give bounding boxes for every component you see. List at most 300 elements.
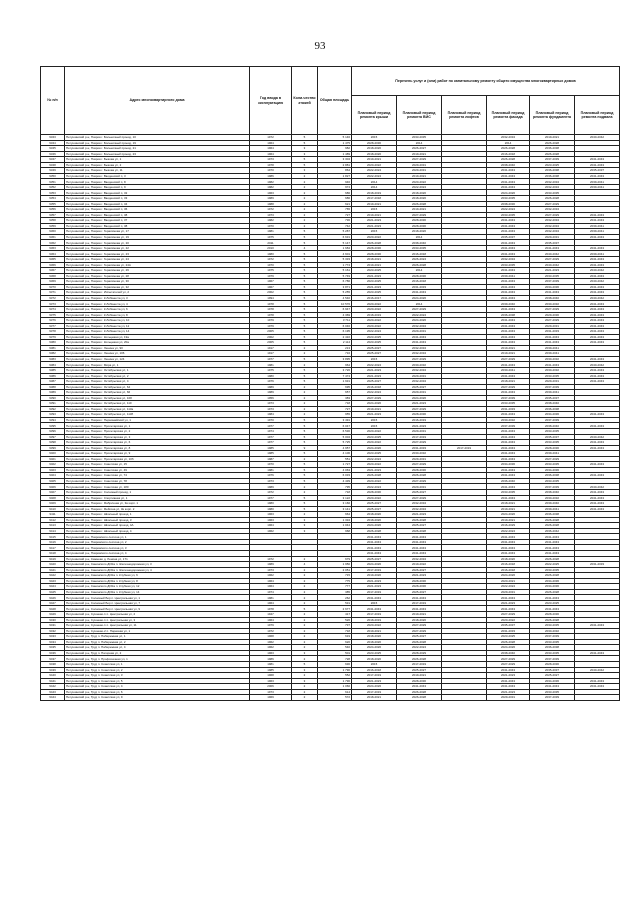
cell-address: Петушинский р-н, Покров г. Герасимова ул, 28 bbox=[65, 273, 250, 279]
cell-year: 1963 bbox=[250, 678, 292, 684]
cell-vis: 2024-2026 bbox=[397, 295, 442, 301]
cell-area: 737 bbox=[318, 623, 352, 629]
cell-roof: 2016-2018 bbox=[352, 667, 397, 673]
cell-basement: 2041-2043 bbox=[575, 212, 620, 218]
cell-roof: 2022-2024 bbox=[352, 329, 397, 335]
cell-num: 9345 bbox=[41, 146, 65, 152]
cell-floors: 2 bbox=[292, 645, 318, 651]
cell-floors: 5 bbox=[292, 356, 318, 362]
cell-address: Петушинский р-н, Покров г. Испытателей ул, 2 bbox=[65, 290, 250, 296]
cell-num: 9407 bbox=[41, 490, 65, 496]
cell-foundation: 2027-2029 bbox=[530, 456, 575, 462]
cell-foundation: 2036-2038 bbox=[530, 512, 575, 518]
cell-basement: 2041-2043 bbox=[575, 273, 620, 279]
cell-num: 9415 bbox=[41, 534, 65, 540]
cell-foundation: 2032-2034 bbox=[530, 229, 575, 235]
cell-area: 6 195 bbox=[318, 329, 352, 335]
cell-vis: 2021-2023 bbox=[397, 512, 442, 518]
cell-num: 9355 bbox=[41, 201, 65, 207]
cell-foundation: 2026-2028 bbox=[530, 517, 575, 523]
cell-area: 2 114 bbox=[318, 340, 352, 346]
cell-year: 2002 bbox=[250, 334, 292, 340]
cell-basement: 2041-2043 bbox=[575, 306, 620, 312]
cell-floors: 5 bbox=[292, 661, 318, 667]
cell-facade: 2035-2037 bbox=[487, 234, 530, 240]
cell-floors: 2 bbox=[292, 673, 318, 679]
cell-address: Петушинский р-н, Покров г. Ленина ул, 106 bbox=[65, 351, 250, 357]
cell-num: 9430 bbox=[41, 617, 65, 623]
cell-vis: 2029-2031 bbox=[397, 390, 442, 396]
cell-roof: 2015 bbox=[352, 423, 397, 429]
cell-num: 9380 bbox=[41, 340, 65, 346]
cell-facade: 2037-2039 bbox=[487, 395, 530, 401]
cell-floors: 5 bbox=[292, 273, 318, 279]
cell-year: 1973 bbox=[250, 157, 292, 163]
cell-facade: 2041-2043 bbox=[487, 678, 530, 684]
cell-basement: 2041-2043 bbox=[575, 218, 620, 224]
cell-floors: 2 bbox=[292, 196, 318, 202]
cell-num: 9423 bbox=[41, 578, 65, 584]
cell-roof: 2022-2024 bbox=[352, 456, 397, 462]
cell-num: 9414 bbox=[41, 528, 65, 534]
cell-foundation: 2032-2034 bbox=[530, 179, 575, 185]
cell-address: Петушинский р-н, Сушнево-1 п. Центральная ул, 11 bbox=[65, 623, 250, 629]
cell-facade: 2021-2023 bbox=[487, 673, 530, 679]
cell-foundation: 2022-2025 bbox=[530, 562, 575, 568]
cell-facade: 2041-2043 bbox=[487, 539, 530, 545]
cell-num: 9397 bbox=[41, 434, 65, 440]
cell-vis: 2014 bbox=[397, 140, 442, 146]
cell-facade: 2032-2034 bbox=[487, 257, 530, 263]
cell-floors: 5 bbox=[292, 329, 318, 335]
cell-foundation: 2041-2043 bbox=[530, 684, 575, 690]
cell-foundation: 2041-2043 bbox=[530, 551, 575, 557]
cell-facade: 2016-2029 bbox=[487, 523, 530, 529]
cell-foundation: 2036-2038 bbox=[530, 406, 575, 412]
cell-floors: 5 bbox=[292, 240, 318, 246]
cell-facade: 2041-2043 bbox=[487, 240, 530, 246]
cell-year: 1972 bbox=[250, 257, 292, 263]
cell-num: 9437 bbox=[41, 656, 65, 662]
cell-year: 1994 bbox=[250, 295, 292, 301]
cell-facade: 2019-2021 bbox=[487, 506, 530, 512]
cell-num: 9362 bbox=[41, 240, 65, 246]
cell-facade: 2041-2043 bbox=[487, 362, 530, 368]
cell-vis: 2031-2033 bbox=[397, 445, 442, 451]
cell-foundation: 2028-2030 bbox=[530, 661, 575, 667]
cell-foundation: 2033-2035 bbox=[530, 639, 575, 645]
cell-num: 9348 bbox=[41, 162, 65, 168]
cell-address: Петушинский р-н, Покров г. Герасимова ул, 26 bbox=[65, 268, 250, 274]
cell-num: 9370 bbox=[41, 284, 65, 290]
cell-address: Петушинский р-н, Покров г. Школьный проезд, 4А bbox=[65, 523, 250, 529]
cell-roof: 2025-2027 bbox=[352, 501, 397, 507]
cell-year: 1976 bbox=[250, 379, 292, 385]
cell-area: 718 bbox=[318, 401, 352, 407]
cell-num: 9368 bbox=[41, 273, 65, 279]
cell-vis: 2024-2026 bbox=[397, 318, 442, 324]
cell-facade: 2033-2035 bbox=[487, 490, 530, 496]
cell-num: 9364 bbox=[41, 251, 65, 257]
cell-floors: 5 bbox=[292, 451, 318, 457]
table-row bbox=[41, 695, 620, 701]
cell-facade: 2033-2035 bbox=[487, 401, 530, 407]
cell-basement: 2041-2043 bbox=[575, 157, 620, 163]
cell-address: Петушинский р-н, Покров г. К.Либкнехта ул, 8 bbox=[65, 312, 250, 318]
cell-address: Петушинский р-н, Покров г. Вводенский п, 33 bbox=[65, 196, 250, 202]
cell-foundation: 2039-2041 bbox=[530, 345, 575, 351]
cell-vis: 2027-2029 bbox=[397, 157, 442, 163]
cell-area: 572 bbox=[318, 695, 352, 701]
cell-vis: 2024-2026 bbox=[397, 395, 442, 401]
cell-facade: 2039-2040 bbox=[487, 301, 530, 307]
cell-address: Петушинский р-н, Труд п. Советская ул, 6 bbox=[65, 689, 250, 695]
cell-area: 795 bbox=[318, 484, 352, 490]
cell-facade: 2041-2043 bbox=[487, 229, 530, 235]
cell-roof: 2018-2020 bbox=[352, 656, 397, 662]
cell-basement: 2040-2042 bbox=[575, 484, 620, 490]
cell-vis: 2032-2034 bbox=[397, 556, 442, 562]
cell-basement: 2041-2043 bbox=[575, 490, 620, 496]
cell-year: 1962 bbox=[250, 639, 292, 645]
cell-area: 727 bbox=[318, 406, 352, 412]
cell-address: Петушинский р-н, Труд п. Советская ул, 1 bbox=[65, 661, 250, 667]
cell-roof: 2026-2028 bbox=[352, 528, 397, 534]
cell-roof: 2023-2025 bbox=[352, 650, 397, 656]
cell-year: 1981 bbox=[250, 595, 292, 601]
cell-address: Петушинский р-н, Труд п. Советская ул, 5 bbox=[65, 678, 250, 684]
cell-area: 4 369 bbox=[318, 312, 352, 318]
cell-floors: 2 bbox=[292, 401, 318, 407]
cell-basement: 2035-2037 bbox=[575, 168, 620, 174]
cell-facade: 2026-2028 bbox=[487, 639, 530, 645]
cell-year: 1984 bbox=[250, 412, 292, 418]
cell-basement bbox=[575, 695, 620, 701]
cell-vis: 2021-2023 bbox=[397, 401, 442, 407]
cell-address: Петушинский р-н, Покров г. Герасимова ул, 20 bbox=[65, 240, 250, 246]
cell-num: 9358 bbox=[41, 218, 65, 224]
cell-num: 9377 bbox=[41, 323, 65, 329]
cell-area: 385 bbox=[318, 589, 352, 595]
cell-roof: 2021-2023 bbox=[352, 467, 397, 473]
cell-num: 9432 bbox=[41, 628, 65, 634]
cell-address: Петушинский р-н, Покров г. Вводенский п, 34 bbox=[65, 201, 250, 207]
cell-area: 630 bbox=[318, 661, 352, 667]
cell-facade: 2036-2038 bbox=[487, 312, 530, 318]
cell-vis: 2041-2043 bbox=[397, 551, 442, 557]
cell-year: 2002 bbox=[250, 290, 292, 296]
cell-foundation: 2039-2041 bbox=[530, 351, 575, 357]
cell-vis: 2019-2021 bbox=[397, 207, 442, 213]
cell-address: Петушинский р-н, Покров г. Советская ул, 180 bbox=[65, 484, 250, 490]
cell-vis: 2016-2018 bbox=[397, 251, 442, 257]
cell-roof: 2028-2030 bbox=[352, 245, 397, 251]
cell-address: Петушинский р-н, Покровского лесхоза ул, 3 bbox=[65, 545, 250, 551]
cell-facade: 2032-2034 bbox=[487, 135, 530, 141]
cell-facade: 2041-2043 bbox=[487, 551, 530, 557]
cell-year: 1972 bbox=[250, 628, 292, 634]
cell-area: 10 576 bbox=[318, 301, 352, 307]
cell-foundation: 2027-2029 bbox=[530, 318, 575, 324]
cell-floors: 2 bbox=[292, 362, 318, 368]
cell-foundation: 2036-2042 bbox=[530, 528, 575, 534]
cell-address: Петушинский р-н, Покров г. Пролетарская ул, 8 bbox=[65, 445, 250, 451]
cell-roof: 2018-2020 bbox=[352, 512, 397, 518]
cell-foundation: 2032-2034 bbox=[530, 223, 575, 229]
cell-vis: 2028-2030 bbox=[397, 467, 442, 473]
cell-area: 6 046 bbox=[318, 323, 352, 329]
cell-roof: 2024-2026 bbox=[352, 523, 397, 529]
cell-address: Петушинский р-н, Покров г. Герасимова ул, 22 bbox=[65, 245, 250, 251]
cell-area: 621 bbox=[318, 201, 352, 207]
cell-year: 1977 bbox=[250, 495, 292, 501]
cell-address: Петушинский р-н, Покров г. Советская ул, 74 bbox=[65, 473, 250, 479]
cell-basement: 2039-2041 bbox=[575, 229, 620, 235]
cell-num: 9422 bbox=[41, 573, 65, 579]
cell-num: 9359 bbox=[41, 223, 65, 229]
cell-floors: 2 bbox=[292, 573, 318, 579]
col-header-area: Общая площадь bbox=[318, 67, 352, 135]
cell-roof: 2024-2026 bbox=[352, 401, 397, 407]
cell-address: Петушинский р-н, Покров г. Советская ул, 49 bbox=[65, 467, 250, 473]
cell-num: 9443 bbox=[41, 689, 65, 695]
cell-floors: 3 bbox=[292, 523, 318, 529]
cell-year: 1981 bbox=[250, 362, 292, 368]
cell-foundation: 2036-2038 bbox=[530, 146, 575, 152]
cell-num: 9387 bbox=[41, 379, 65, 385]
cell-facade: 2030-2032 bbox=[487, 417, 530, 423]
cell-roof: 2041-2043 bbox=[352, 606, 397, 612]
col-header-works-group: Перечень услуг и (или) работ по капитальному ремонту общего имущества многоквартирных домов bbox=[352, 67, 620, 96]
cell-facade: 2041-2043 bbox=[487, 456, 530, 462]
col-header-floors: Коли-чество этажей bbox=[292, 67, 318, 135]
cell-area: 501 bbox=[318, 650, 352, 656]
cell-roof: 2018-2020 bbox=[352, 146, 397, 152]
cell-foundation: 2021-2023 bbox=[530, 268, 575, 274]
cell-num: 9388 bbox=[41, 384, 65, 390]
cell-num: 9349 bbox=[41, 168, 65, 174]
cell-year: 1970 bbox=[250, 262, 292, 268]
cell-area: 213 bbox=[318, 345, 352, 351]
cell-foundation: 2026-2028 bbox=[530, 523, 575, 529]
cell-address: Петушинский р-н, Покров г. Кольцевая ул, 19а bbox=[65, 334, 250, 340]
cell-address: Петушинский р-н, Покров г. Пролетарская ул, 10б bbox=[65, 456, 250, 462]
cell-roof: 2024-2026 bbox=[352, 562, 397, 568]
cell-facade: 2027-2029 bbox=[487, 356, 530, 362]
cell-area: 262 bbox=[318, 595, 352, 601]
cell-year: 1964 bbox=[250, 151, 292, 157]
cell-vis: 2025-2027 bbox=[397, 490, 442, 496]
cell-address: Петушинский р-н, Санинского ДОКа п. Железнодорожная ул, 4 bbox=[65, 567, 250, 573]
cell-floors: 2 bbox=[292, 634, 318, 640]
cell-area: 982 bbox=[318, 146, 352, 152]
cell-facade: 2038-2040 bbox=[487, 162, 530, 168]
cell-facade: 2021-2023 bbox=[487, 689, 530, 695]
cell-num: 9366 bbox=[41, 262, 65, 268]
cell-facade: 2041-2043 bbox=[487, 684, 530, 690]
cell-roof: 2017-2018 bbox=[352, 196, 397, 202]
cell-vis: 2026-2028 bbox=[397, 639, 442, 645]
cell-facade: 2033-2035 bbox=[487, 196, 530, 202]
cell-address: Петушинский р-н, Труд п. Советская ул, 3 bbox=[65, 673, 250, 679]
cell-vis: 2032-2034 bbox=[397, 506, 442, 512]
cell-foundation: 2036-2038 bbox=[530, 173, 575, 179]
cell-year: 1982 bbox=[250, 179, 292, 185]
cell-floors: 2 bbox=[292, 406, 318, 412]
cell-year: 1973 bbox=[250, 212, 292, 218]
cell-vis: 2028-2030 bbox=[397, 412, 442, 418]
cell-address: Петушинский р-н, Покров г. Вводенский п, 36 bbox=[65, 207, 250, 213]
cell-year: 1981 bbox=[250, 229, 292, 235]
cell-num: 9371 bbox=[41, 290, 65, 296]
cell-address: Петушинский р-н, Покров г. Герасимова ул, 23 bbox=[65, 251, 250, 257]
cell-vis: 2018-2020 bbox=[397, 617, 442, 623]
cell-num: 9405 bbox=[41, 478, 65, 484]
cell-floors: 5 bbox=[292, 262, 318, 268]
cell-foundation: 2033-2035 bbox=[530, 440, 575, 446]
cell-floors: 2 bbox=[292, 656, 318, 662]
cell-area: 686 bbox=[318, 190, 352, 196]
cell-num: 9376 bbox=[41, 318, 65, 324]
cell-floors: 2 bbox=[292, 190, 318, 196]
cell-roof: 2015 bbox=[352, 207, 397, 213]
cell-facade: 2041-2043 bbox=[487, 595, 530, 601]
cell-year: 1982 bbox=[250, 218, 292, 224]
cell-roof: 2015 bbox=[352, 356, 397, 362]
cell-facade: 2041-2043 bbox=[487, 667, 530, 673]
cell-basement: 2041-2043 bbox=[575, 495, 620, 501]
cell-year: 1964 bbox=[250, 617, 292, 623]
cell-vis: 2026-2028 bbox=[397, 528, 442, 534]
cell-floors: 2 bbox=[292, 390, 318, 396]
cell-facade: 2031-2033 bbox=[487, 406, 530, 412]
cell-num: 9417 bbox=[41, 545, 65, 551]
cell-floors: 2 bbox=[292, 578, 318, 584]
cell-address: Петушинский р-н, Сосновый Бор п. Центральная ул, 1 bbox=[65, 595, 250, 601]
cell-roof: 2015 bbox=[352, 661, 397, 667]
cell-address: Петушинский р-н, Покров г. Быкова ул, 11 bbox=[65, 168, 250, 174]
cell-vis: 2029-2031 bbox=[397, 484, 442, 490]
cell-facade: 2027-2029 bbox=[487, 661, 530, 667]
cell-address: Петушинский р-н, Покров г. Больничный проезд, 21 bbox=[65, 146, 250, 152]
cell-year: 1975 bbox=[250, 367, 292, 373]
cell-foundation: 2026-2028 bbox=[530, 589, 575, 595]
cell-vis: 2029-2031 bbox=[397, 162, 442, 168]
cell-vis: 2041-2043 bbox=[397, 595, 442, 601]
cell-facade: 2016-2018 bbox=[487, 562, 530, 568]
cell-roof: 2023-2025 bbox=[352, 451, 397, 457]
cell-floors: 5 bbox=[292, 306, 318, 312]
cell-area: 383 bbox=[318, 395, 352, 401]
cell-num: 9350 bbox=[41, 173, 65, 179]
cell-facade: 2033-2035 bbox=[487, 262, 530, 268]
cell-floors: 2 bbox=[292, 695, 318, 701]
cell-foundation: 2033-2035 bbox=[530, 373, 575, 379]
cell-num: 9431 bbox=[41, 623, 65, 629]
cell-floors: 2 bbox=[292, 689, 318, 695]
cell-vis: 2028-2030 bbox=[397, 273, 442, 279]
cell-num: 9411 bbox=[41, 512, 65, 518]
cell-area: 2 051 bbox=[318, 567, 352, 573]
cell-area: 531 bbox=[318, 600, 352, 606]
cell-facade: 2018-2021 bbox=[487, 379, 530, 385]
cell-facade: 2019-2021 bbox=[487, 351, 530, 357]
cell-foundation: 2037-2039 bbox=[530, 279, 575, 285]
cell-facade: 2029-2031 bbox=[487, 695, 530, 701]
cell-area: 552 bbox=[318, 673, 352, 679]
cell-roof: 2021-2023 bbox=[352, 373, 397, 379]
cell-foundation: 2027-2029 bbox=[530, 306, 575, 312]
cell-facade: 2031-2033 bbox=[487, 628, 530, 634]
cell-vis: 2041-2043 bbox=[397, 334, 442, 340]
cell-year: 1956 bbox=[250, 395, 292, 401]
cell-roof: 2017-2019 bbox=[352, 612, 397, 618]
cell-vis: 2025-2027 bbox=[397, 667, 442, 673]
cell-year: 1988 bbox=[250, 201, 292, 207]
cell-area: 1 827 bbox=[318, 173, 352, 179]
cell-address: Петушинский р-н, Покров г. Герасимова ул, 19 bbox=[65, 234, 250, 240]
cell-floors: 2 bbox=[292, 600, 318, 606]
cell-facade: 2041-2043 bbox=[487, 329, 530, 335]
cell-area: 736 bbox=[318, 218, 352, 224]
cell-num: 9438 bbox=[41, 661, 65, 667]
cell-roof: 2025-2027 bbox=[352, 556, 397, 562]
cell-vis: 2022-2024 bbox=[397, 645, 442, 651]
cell-facade: 2033-2035 bbox=[487, 212, 530, 218]
cell-roof: 2021-2023 bbox=[352, 584, 397, 590]
cell-vis: 2014 bbox=[397, 301, 442, 307]
cell-address: Петушинский р-н, Покров г. Октябрьская ул, 4 bbox=[65, 379, 250, 385]
cell-foundation: 2036-2038 bbox=[530, 645, 575, 651]
cell-foundation: 2027-2029 bbox=[530, 212, 575, 218]
cell-vis: 2027-2029 bbox=[397, 440, 442, 446]
cell-area: 5 333 bbox=[318, 257, 352, 263]
cell-num: 9425 bbox=[41, 589, 65, 595]
cell-area: 6 530 bbox=[318, 428, 352, 434]
cell-foundation: 2036-2038 bbox=[530, 473, 575, 479]
cell-num: 9408 bbox=[41, 495, 65, 501]
cell-facade: 2041-2043 bbox=[487, 295, 530, 301]
cell-area: 1 044 bbox=[318, 523, 352, 529]
cell-area: 718 bbox=[318, 490, 352, 496]
cell-roof: 2020-2022 bbox=[352, 478, 397, 484]
cell-roof: 2021-2023 bbox=[352, 284, 397, 290]
cell-basement: 2041-2043 bbox=[575, 373, 620, 379]
cell-foundation: 2037-2039 bbox=[530, 656, 575, 662]
cell-vis: 2026-2027 bbox=[397, 567, 442, 573]
cell-roof: 2041-2043 bbox=[352, 551, 397, 557]
cell-roof: 2041-2043 bbox=[352, 539, 397, 545]
cell-year: 1962 bbox=[250, 573, 292, 579]
cell-roof: 2020-2022 bbox=[352, 306, 397, 312]
cell-num: 9436 bbox=[41, 650, 65, 656]
cell-foundation: 2039-2041 bbox=[530, 506, 575, 512]
cell-num: 9410 bbox=[41, 506, 65, 512]
cell-vis: 2029-2031 bbox=[397, 373, 442, 379]
cell-vis: 2030-2032 bbox=[397, 451, 442, 457]
cell-vis: 2031-2033 bbox=[397, 284, 442, 290]
cell-vis: 2027-2029 bbox=[397, 623, 442, 629]
cell-vis: 2018-2020 bbox=[397, 229, 442, 235]
cell-area: 5 287 bbox=[318, 229, 352, 235]
cell-area: 955 bbox=[318, 412, 352, 418]
cell-roof: 2020-2022 bbox=[352, 623, 397, 629]
cell-address: Петушинский р-н, Покров г. Октябрьская ул, 113б bbox=[65, 412, 250, 418]
cell-basement: 2041-2043 bbox=[575, 262, 620, 268]
cell-facade: 2027-2029 bbox=[487, 384, 530, 390]
cell-year: 1970 bbox=[250, 417, 292, 423]
cell-roof: 2022-2024 bbox=[352, 362, 397, 368]
